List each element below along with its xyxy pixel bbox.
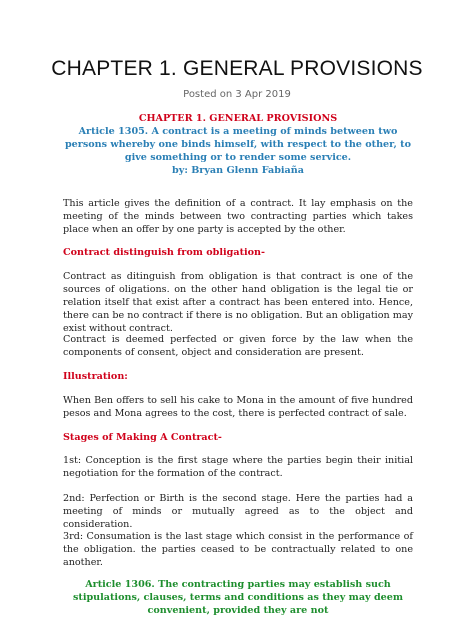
stage-3: 3rd: Consumation is the last stage which consist in the performance of the obligation. the parties ceased to be contractually related to one another.: [63, 531, 413, 568]
heading-distinguish: Contract distinguish from obligation-: [63, 247, 265, 258]
paragraph-distinguish: Contract as ditinguish from obligation is that contract is one of the sources of oligations. on the other hand obligation is the legal tie or relation itself that exist after a contract has been entered into. Hence, there can be no contract if there is no obligation. But an obligation may exist without contract.: [63, 271, 413, 334]
chapter-subheading: CHAPTER 1. GENERAL PROVISIONS: [138, 113, 338, 124]
article-1305-text: Article 1305. A contract is a meeting of minds between two persons whereby one binds himself, with respect to the other, to give something or to render some service.: [64, 126, 412, 163]
stage-1: 1st: Conception is the first stage where the parties begin their initial negotiation for the formation of the contract.: [63, 455, 413, 479]
posted-date: Posted on 3 Apr 2019: [183, 89, 291, 100]
paragraph-definition: This article gives the definition of a contract. It lay emphasis on the meeting of the minds between two contracting parties which takes place when an offer by one party is accepted by the other.: [63, 198, 413, 235]
heading-stages: Stages of Making A Contract-: [63, 432, 222, 443]
byline: by: Bryan Glenn Fabiaña: [172, 165, 304, 176]
paragraph-illustration: When Ben offers to sell his cake to Mona in the amount of five hundred pesos and Mona agrees to the cost, there is perfected contract of sale.: [63, 395, 413, 419]
page-title: CHAPTER 1. GENERAL PROVISIONS: [51, 57, 423, 80]
article-1306-text: Article 1306. The contracting parties may establish such stipulations, clauses, terms and conditions as they may deem convenient, provided they are not: [72, 579, 404, 616]
intro-header: [58, 112, 418, 177]
paragraph-perfected: Contract is deemed perfected or given force by the law when the components of consent, object and consideration are present.: [63, 334, 413, 358]
heading-illustration: Illustration:: [63, 371, 128, 382]
stage-2: 2nd: Perfection or Birth is the second stage. Here the parties had a meeting of minds or mutually agreed as to the object and consideration.: [63, 493, 413, 530]
